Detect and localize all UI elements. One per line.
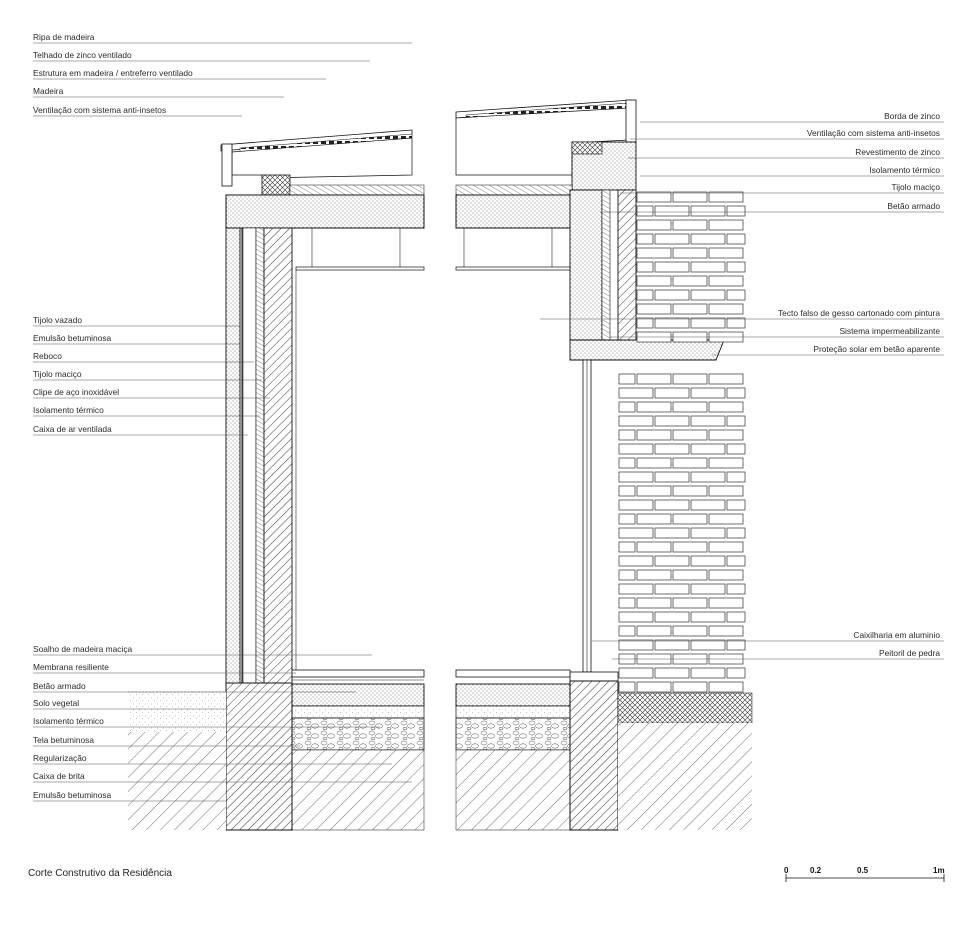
label-right-7: Sistema impermeabilizante: [839, 326, 940, 336]
label-left-14: Betão armado: [33, 681, 86, 691]
brick: [637, 542, 671, 552]
brick: [709, 430, 743, 440]
brick: [709, 248, 743, 258]
label-left-17: Tela betuminosa: [33, 735, 94, 745]
brick: [727, 290, 745, 300]
brick: [691, 528, 725, 538]
brick: [691, 444, 725, 454]
brick: [637, 682, 671, 692]
brick: [709, 374, 743, 384]
brick: [691, 206, 725, 216]
label-left-18: Regularização: [33, 753, 87, 763]
brick: [673, 276, 707, 286]
drawing-title: Corte Construtivo da Residência: [28, 868, 172, 879]
brick: [691, 612, 725, 622]
brick: [655, 612, 689, 622]
brick: [691, 262, 725, 272]
brick: [619, 486, 635, 496]
brick: [727, 206, 745, 216]
brick: [673, 192, 707, 202]
brick: [727, 262, 745, 272]
brick: [655, 556, 689, 566]
brick: [655, 234, 689, 244]
brick: [655, 528, 689, 538]
brick: [637, 570, 671, 580]
brick: [619, 374, 635, 384]
brick: [691, 640, 725, 650]
brick: [655, 388, 689, 398]
left-wall-section: [128, 130, 424, 830]
label-left-1: Telhado de zinco ventilado: [33, 50, 132, 60]
brick: [673, 570, 707, 580]
brick: [619, 528, 653, 538]
brick: [637, 290, 653, 300]
label-left-4: Ventilação com sistema anti-insetos: [33, 105, 167, 115]
brick: [673, 402, 707, 412]
brick: [709, 626, 743, 636]
brick: [619, 416, 653, 426]
brick: [673, 682, 707, 692]
brick: [637, 402, 671, 412]
scale-tick-0-5: 0.5: [857, 866, 869, 875]
brick: [619, 500, 653, 510]
label-left-10: Isolamento térmico: [33, 405, 104, 415]
brick: [727, 556, 745, 566]
brick: [709, 458, 743, 468]
brick: [727, 612, 745, 622]
brick: [691, 668, 725, 678]
brick: [619, 598, 635, 608]
label-right-10: Peitoril de pedra: [879, 648, 940, 658]
label-left-12: Soalho de madeira maciça: [33, 644, 133, 654]
brick: [619, 570, 635, 580]
brick: [709, 486, 743, 496]
brick: [655, 318, 689, 328]
brick: [637, 486, 671, 496]
label-right-9: Caixilharia em aluminio: [853, 630, 940, 640]
label-left-7: Reboco: [33, 351, 62, 361]
brick: [673, 514, 707, 524]
brick: [727, 584, 745, 594]
brick: [619, 612, 653, 622]
brick: [727, 388, 745, 398]
brick: [691, 388, 725, 398]
brick: [727, 500, 745, 510]
brick: [709, 192, 743, 202]
brick: [637, 192, 671, 202]
brick: [655, 206, 689, 216]
label-left-0: Ripa de madeira: [33, 32, 95, 42]
brick: [673, 458, 707, 468]
brick: [691, 472, 725, 482]
brick: [637, 220, 671, 230]
brick: [691, 234, 725, 244]
label-left-11: Caixa de ar ventilada: [33, 424, 112, 434]
brick: [637, 374, 671, 384]
brick: [709, 220, 743, 230]
brick: [637, 318, 653, 328]
label-left-19: Caixa de brita: [33, 771, 85, 781]
brick: [619, 430, 635, 440]
brick: [637, 206, 653, 216]
right-wall-section: [456, 100, 752, 830]
brick: [727, 472, 745, 482]
label-left-15: Solo vegetal: [33, 698, 80, 708]
brick: [691, 584, 725, 594]
brick: [673, 542, 707, 552]
brick: [673, 220, 707, 230]
brick: [637, 514, 671, 524]
scale-tick-0: 0: [784, 866, 789, 875]
label-left-2: Estrutura em madeira / entreferro ventilado: [33, 68, 193, 78]
brick: [637, 262, 653, 272]
brick: [619, 472, 653, 482]
brick: [619, 402, 635, 412]
label-left-16: Isolamento térmico: [33, 716, 104, 726]
brick: [673, 374, 707, 384]
brick: [691, 500, 725, 510]
label-right-4: Tijolo maciço: [891, 182, 940, 192]
brick: [691, 416, 725, 426]
brick: [619, 640, 653, 650]
brick: [655, 290, 689, 300]
label-right-3: Isolamento térmico: [869, 165, 940, 175]
brick: [655, 500, 689, 510]
brick: [619, 444, 653, 454]
label-left-13: Membrana resiliente: [33, 662, 109, 672]
brick: [619, 458, 635, 468]
scale-tick-0-2: 0.2: [810, 866, 822, 875]
brick: [619, 668, 653, 678]
label-left-5: Tijolo vazado: [33, 315, 83, 325]
brick: [673, 598, 707, 608]
brick: [709, 402, 743, 412]
brick: [709, 514, 743, 524]
brick: [637, 430, 671, 440]
brick: [637, 458, 671, 468]
brick: [637, 598, 671, 608]
brick: [727, 640, 745, 650]
scale-tick-1m: 1m: [933, 866, 945, 875]
brick: [709, 276, 743, 286]
brick: [709, 682, 743, 692]
brick: [673, 626, 707, 636]
brick: [673, 248, 707, 258]
brick: [619, 584, 653, 594]
label-right-5: Betão armado: [887, 201, 940, 211]
scale-bar: [784, 866, 945, 882]
brick-elevation: [619, 192, 745, 692]
brick: [655, 584, 689, 594]
brick: [709, 304, 743, 314]
brick: [727, 234, 745, 244]
label-right-0: Borda de zinco: [884, 111, 940, 121]
brick: [619, 626, 635, 636]
brick: [637, 626, 671, 636]
brick: [727, 444, 745, 454]
brick: [637, 276, 671, 286]
label-left-8: Tijolo maciço: [33, 369, 82, 379]
label-right-8: Proteção solar em betão aparente: [813, 344, 940, 354]
label-left-3: Madeira: [33, 86, 64, 96]
brick: [619, 682, 635, 692]
brick: [619, 388, 653, 398]
label-left-6: Emulsão betuminosa: [33, 333, 112, 343]
brick: [619, 514, 635, 524]
brick: [709, 598, 743, 608]
brick: [619, 542, 635, 552]
brick: [691, 556, 725, 566]
brick: [655, 640, 689, 650]
label-left-9: Clipe de aço inoxidável: [33, 387, 120, 397]
brick: [655, 668, 689, 678]
brick: [637, 248, 671, 258]
brick: [709, 542, 743, 552]
brick: [727, 668, 745, 678]
brick: [673, 430, 707, 440]
label-left-20: Emulsão betuminosa: [33, 790, 112, 800]
brick: [655, 444, 689, 454]
brick: [691, 290, 725, 300]
label-right-6: Tecto falso de gesso cartonado com pintura: [777, 308, 940, 318]
label-right-1: Ventilação com sistema anti-insetos: [806, 128, 940, 138]
brick: [673, 304, 707, 314]
brick: [655, 416, 689, 426]
label-right-2: Revestimento de zinco: [855, 147, 940, 157]
brick: [691, 318, 725, 328]
brick: [727, 416, 745, 426]
brick: [637, 304, 671, 314]
brick: [673, 486, 707, 496]
brick: [637, 234, 653, 244]
brick: [619, 556, 653, 566]
brick: [727, 318, 745, 328]
brick: [727, 528, 745, 538]
brick: [655, 262, 689, 272]
brick: [709, 570, 743, 580]
brick: [655, 472, 689, 482]
